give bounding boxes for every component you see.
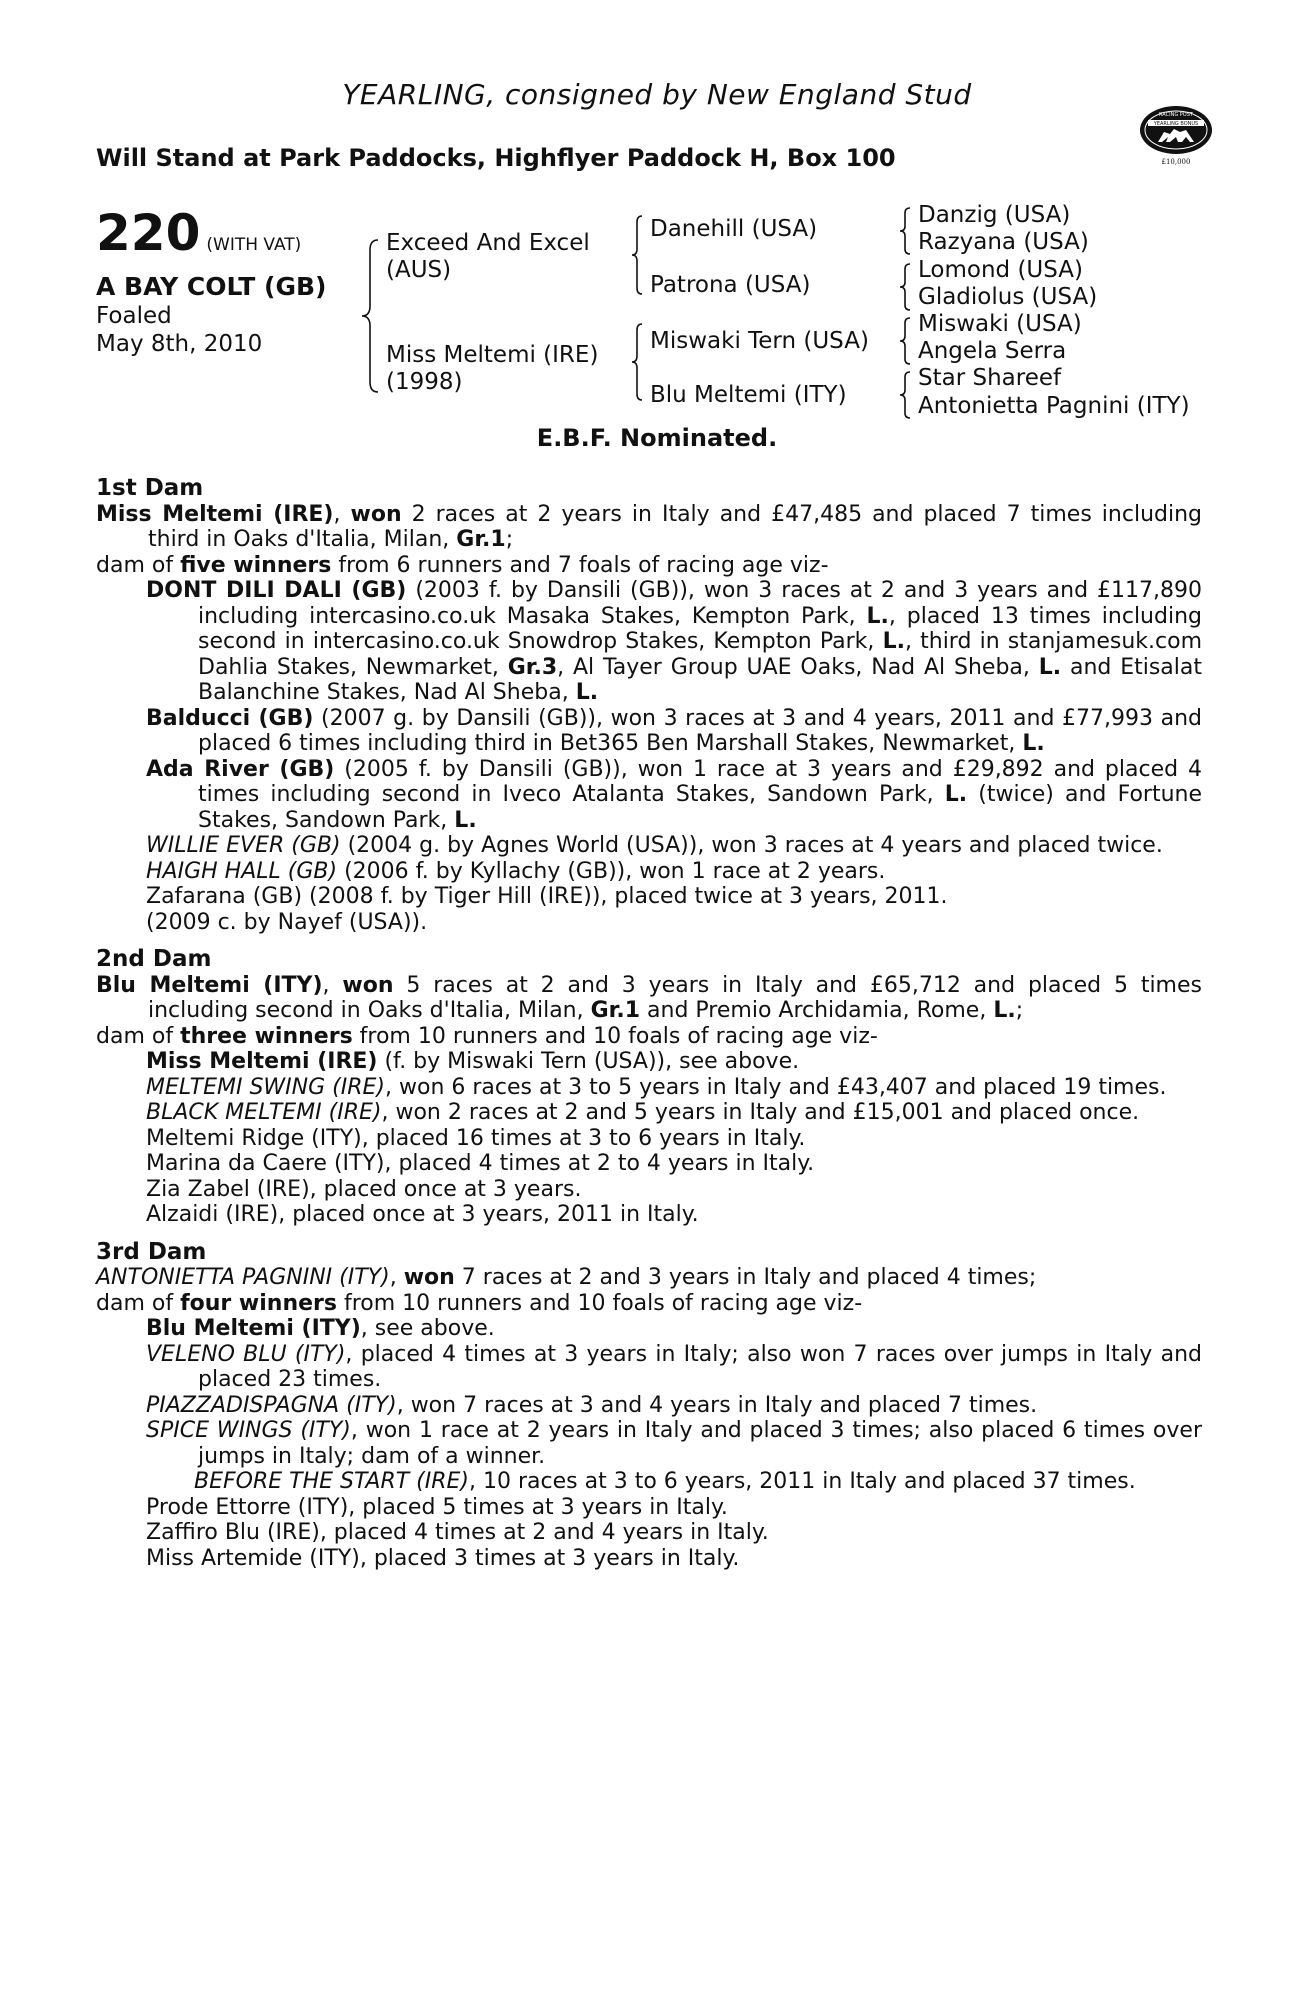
list-item: Meltemi Ridge (ITY), placed 16 times at 3 to 6 years in Italy. xyxy=(146,1125,806,1151)
badge-middle-text: YEARLING BONUS xyxy=(1153,121,1199,127)
list-item: Zaffiro Blu (IRE), placed 4 times at 2 and 4 years in Italy. xyxy=(146,1520,769,1545)
list-item: VELENO BLU (ITY), placed 4 times at 3 years in Italy; also won 7 races over jumps in Italy and placed 23 times. xyxy=(146,1341,1202,1392)
foaled-info xyxy=(96,302,262,358)
first-dam-produce: dam of five winners from 6 runners and 7 foals of racing age viz- xyxy=(96,552,829,578)
list-item: WILLIE EVER (GB) (2004 g. by Agnes World (USA)), won 3 races at 4 years and placed twice. xyxy=(146,833,1163,858)
pedigree-dam: Miss Meltemi (IRE) (1998) xyxy=(386,342,599,395)
list-item: BEFORE THE START (IRE), 10 races at 3 to 6 years, 2011 in Italy and placed 37 times. xyxy=(194,1469,1136,1494)
pedigree-brace-g2 xyxy=(898,262,912,312)
list-item: (2009 c. by Nayef (USA)). xyxy=(146,909,428,935)
list-item: Balducci (GB) (2007 g. by Dansili (GB)), won 3 races at 3 and 4 years, 2011 and £77,993 and placed 6 times including third in Bet365 Ben Marshall Stakes, Newmarket, L. xyxy=(146,705,1202,756)
list-item: Miss Meltemi (IRE) (f. by Miswaki Tern (USA)), see above. xyxy=(146,1049,800,1074)
pedigree-g3-1: Razyana (USA) xyxy=(918,229,1089,255)
third-dam-produce: dam of four winners from 10 runners and 10 foals of racing age viz- xyxy=(96,1290,863,1316)
badge-amount: £10,000 xyxy=(1161,158,1191,166)
pedigree-dam-dam: Blu Meltemi (ITY) xyxy=(650,382,847,408)
second-dam-heading: 2nd Dam xyxy=(96,946,212,972)
badge-top-text: RACING POST xyxy=(1159,112,1193,118)
pedigree-g3-7: Antonietta Pagnini (ITY) xyxy=(918,393,1190,419)
pedigree-sire-dam: Patrona (USA) xyxy=(650,272,811,298)
lot-name: A BAY COLT (GB) xyxy=(96,272,327,301)
list-item: Prode Ettorre (ITY), placed 5 times at 3 years in Italy. xyxy=(146,1494,728,1520)
list-item: Zia Zabel (IRE), placed once at 3 years. xyxy=(146,1176,582,1202)
pedigree-brace-g3 xyxy=(898,316,912,366)
consignor-line: YEARLING, consigned by New England Stud xyxy=(342,78,972,111)
list-item: HAIGH HALL (GB) (2006 f. by Kyllachy (GB)), won 1 race at 2 years. xyxy=(146,858,886,884)
pedigree-g3-0: Danzig (USA) xyxy=(918,202,1071,228)
pedigree-brace-g4 xyxy=(898,370,912,420)
foaled-date: May 8th, 2010 xyxy=(96,331,263,357)
third-dam-heading: 3rd Dam xyxy=(96,1238,207,1265)
second-dam-record: Blu Meltemi (ITY), won 5 races at 2 and 3 years in Italy and £65,712 and placed 5 times including second in Oaks d'Italia, Milan, Gr.1 and Premio Archidamia, Rome, L.; xyxy=(96,972,1202,1023)
pedigree-brace-main xyxy=(360,238,380,394)
pedigree-brace-g1 xyxy=(898,206,912,256)
list-item: Zafarana (GB) (2008 f. by Tiger Hill (IRE)), placed twice at 3 years, 2011. xyxy=(146,884,948,909)
third-dam-record: ANTONIETTA PAGNINI (ITY), won 7 races at 2 and 3 years in Italy and placed 4 times; xyxy=(96,1265,1037,1290)
pedigree-g3-4: Miswaki (USA) xyxy=(918,311,1082,337)
list-item: MELTEMI SWING (IRE), won 6 races at 3 to 5 years in Italy and £43,407 and placed 19 times. xyxy=(146,1074,1167,1100)
pedigree-brace-sire xyxy=(630,214,644,296)
pedigree-g3-5: Angela Serra xyxy=(918,338,1067,364)
list-item: Ada River (GB) (2005 f. by Dansili (GB)), won 1 race at 3 years and £29,892 and placed 4 times including second in Iveco Atalanta Stakes, Sandown Park, L. (twice) and Fortune Stakes, Sandown Park, L. xyxy=(146,756,1202,833)
pedigree-sire: Exceed And Excel (AUS) xyxy=(386,230,590,283)
pedigree-g3-3: Gladiolus (USA) xyxy=(918,284,1098,310)
pedigree-sire-sire: Danehill (USA) xyxy=(650,216,818,242)
list-item: Blu Meltemi (ITY), see above. xyxy=(146,1316,495,1341)
second-dam-produce: dam of three winners from 10 runners and 10 foals of racing age viz- xyxy=(96,1023,878,1049)
foaled-label: Foaled xyxy=(96,303,172,329)
pedigree-dam-sire: Miswaki Tern (USA) xyxy=(650,328,869,354)
yearling-bonus-badge-icon xyxy=(1136,96,1216,186)
list-item: Miss Artemide (ITY), placed 3 times at 3 years in Italy. xyxy=(146,1545,740,1571)
list-item: DONT DILI DALI (GB) (2003 f. by Dansili (GB)), won 3 races at 2 and 3 years and £117,890 including intercasino.co.uk Masaka Stakes, Kempton Park, L., placed 13 times including second in intercasino.co.uk Snowdrop Stakes, Kempton Park, L., third in stanjamesuk.com Dahlia Stakes, Newmarket, Gr.3, Al Tayer Group UAE Oaks, Nad Al Sheba, L. and Etisalat Balanchine Stakes, Nad Al Sheba, L. xyxy=(146,578,1203,705)
first-dam-record: Miss Meltemi (IRE), won 2 races at 2 years in Italy and £47,485 and placed 7 times including third in Oaks d'Italia, Milan, Gr.1; xyxy=(96,501,1202,552)
pedigree-g3-2: Lomond (USA) xyxy=(918,257,1083,283)
location-line: Will Stand at Park Paddocks, Highflyer Paddock H, Box 100 xyxy=(96,144,896,172)
list-item: Alzaidi (IRE), placed once at 3 years, 2011 in Italy. xyxy=(146,1202,699,1227)
pedigree-brace-dam xyxy=(630,322,644,402)
pedigree-g3-6: Star Shareef xyxy=(918,365,1062,391)
list-item: BLACK MELTEMI (IRE), won 2 races at 2 and 5 years in Italy and £15,001 and placed once. xyxy=(146,1100,1140,1125)
vat-label: (WITH VAT) xyxy=(206,235,302,255)
list-item: SPICE WINGS (ITY), won 1 race at 2 years in Italy and placed 3 times; also placed 6 times over jumps in Italy; dam of a winner. xyxy=(146,1418,1202,1469)
list-item: PIAZZADISPAGNA (ITY), won 7 races at 3 and 4 years in Italy and placed 7 times. xyxy=(146,1392,1038,1418)
first-dam-heading: 1st Dam xyxy=(96,475,204,501)
ebf-note: E.B.F. Nominated. xyxy=(536,424,778,452)
list-item: Marina da Caere (ITY), placed 4 times at 2 to 4 years in Italy. xyxy=(146,1151,815,1176)
lot-number: 220 xyxy=(96,204,201,262)
catalogue-body xyxy=(96,476,1202,1571)
lot-number-line xyxy=(96,204,301,262)
